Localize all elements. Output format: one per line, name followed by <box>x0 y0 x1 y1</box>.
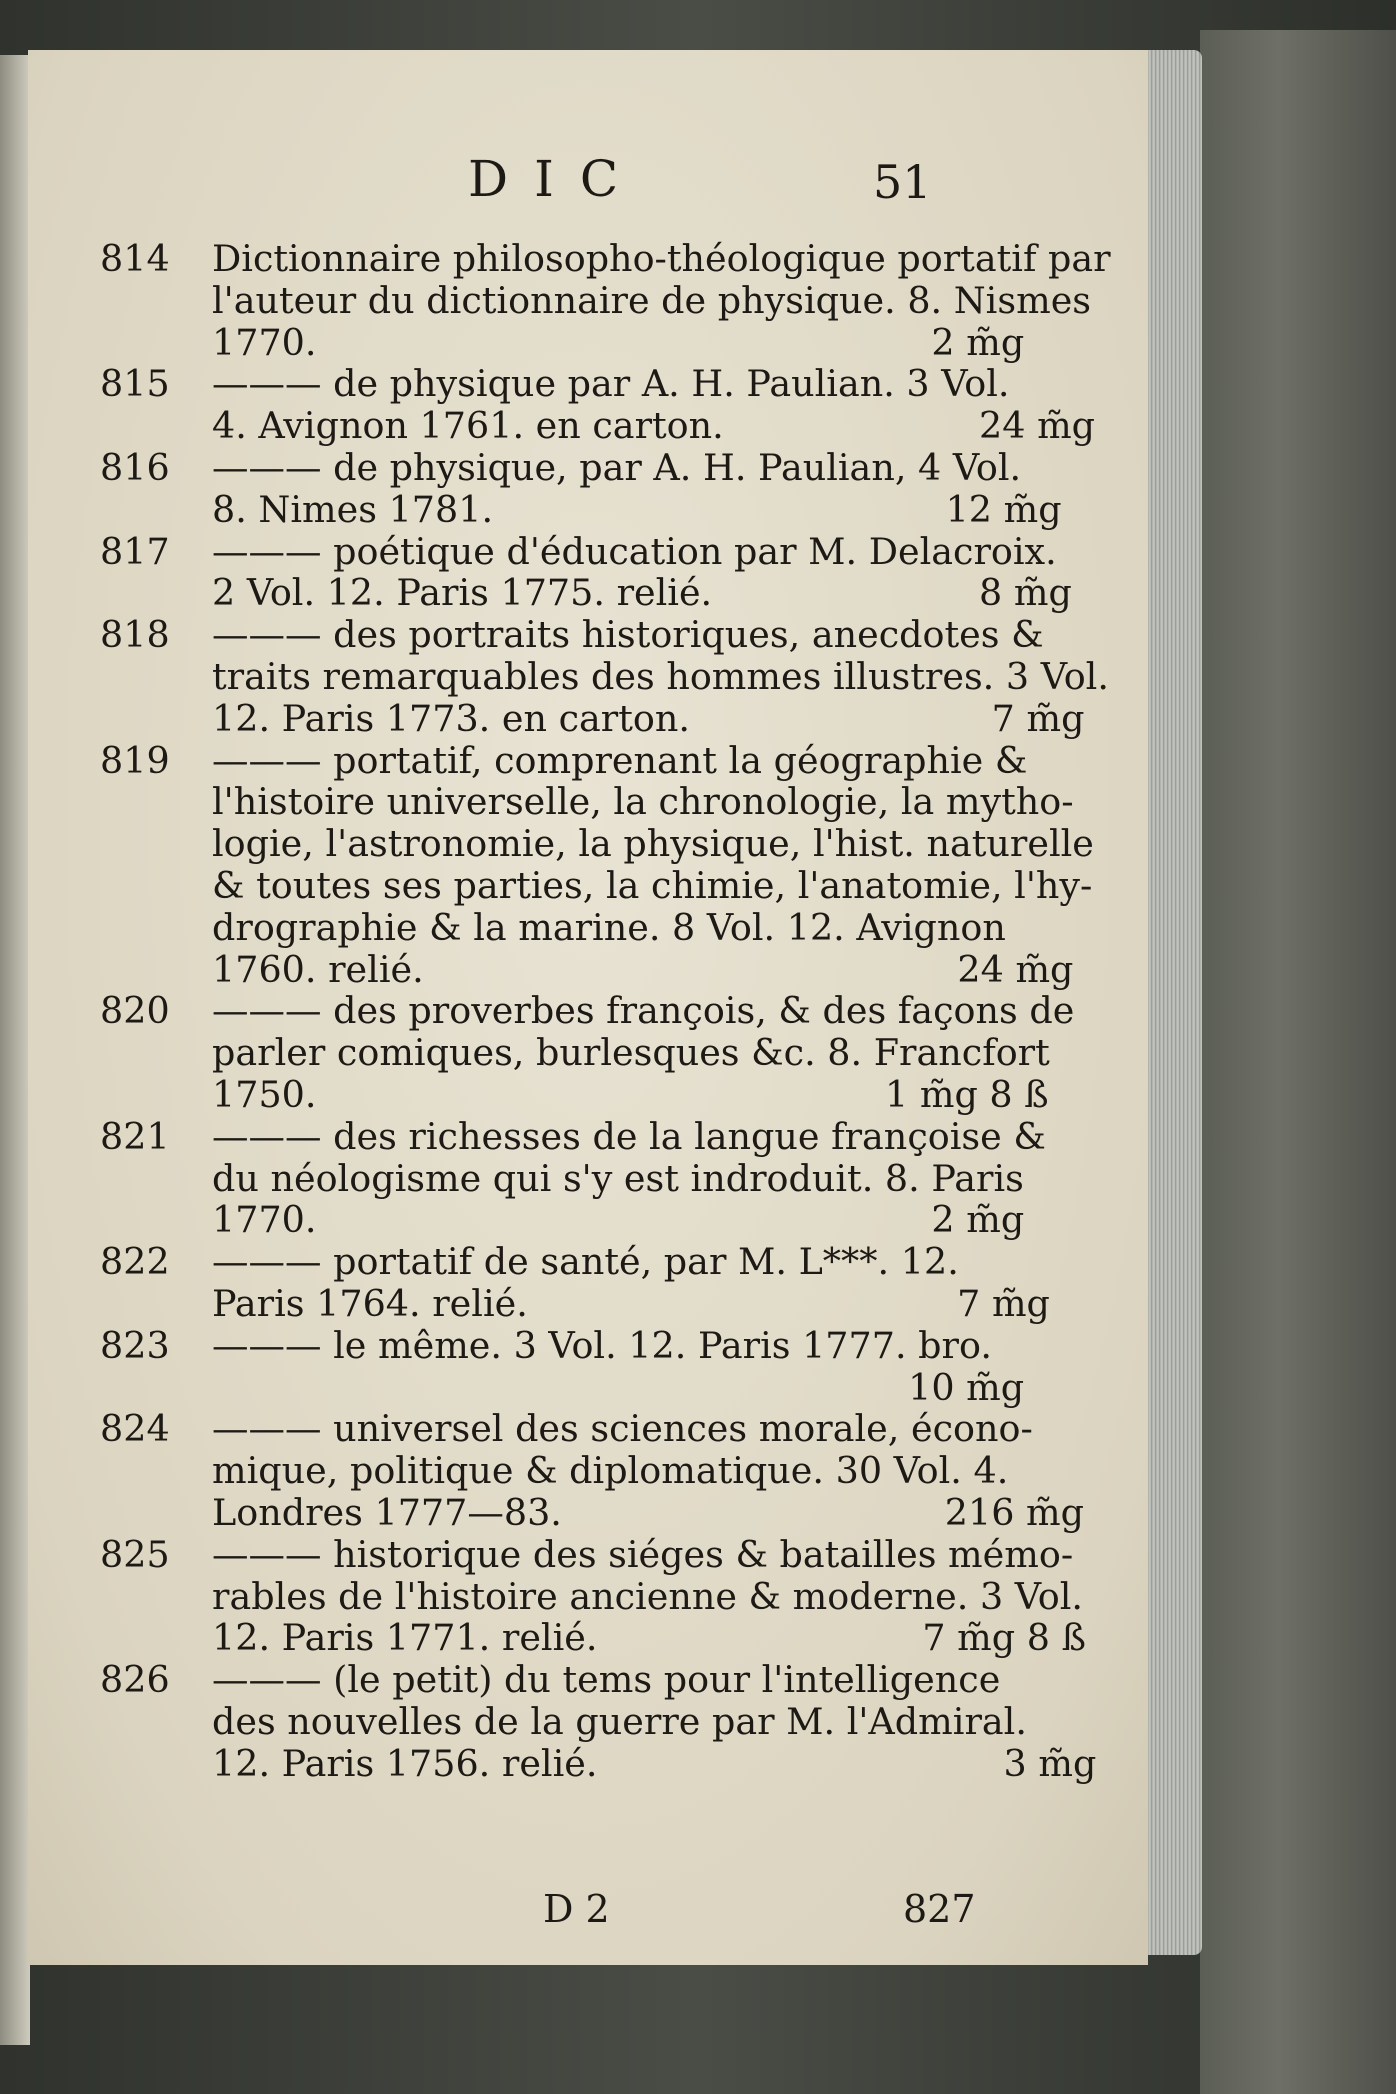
catalog-entry <box>100 237 1111 364</box>
entry-line: du néologisme qui s'y est indroduit. 8. Paris <box>212 1156 1024 1200</box>
catalog-entry <box>100 1658 1097 1785</box>
entry-line: 1750. 1 m̃g 8 ß <box>212 1072 1049 1116</box>
entry-line: ——— historique des siéges & batailles mémo- <box>212 1532 1074 1576</box>
entry-line: ——— de physique par A. H. Paulian. 3 Vol. <box>212 362 1010 406</box>
book-cover <box>1200 30 1396 2094</box>
catalog-entry <box>100 1114 1046 1242</box>
entry-line: 1760. relié. 24 m̃g <box>212 947 1074 991</box>
entry-line: ——— des proverbes françois, & des façons de <box>212 989 1075 1033</box>
entry-line: ——— poétique d'éducation par M. Delacroix. <box>212 529 1057 573</box>
entry-number: 818 <box>100 613 170 657</box>
catalog-entry <box>100 613 1109 740</box>
entry-line: 1770. 2 m̃g <box>212 1198 1025 1242</box>
entry-line: traits remarquables des hommes illustres. 3 Vol. <box>212 654 1109 698</box>
entry-line: l'histoire universelle, la chronologie, la mytho- <box>212 780 1074 824</box>
entry-line: ——— (le petit) du tems pour l'intelligence <box>212 1658 1001 1702</box>
page-block-edge <box>1140 50 1202 1955</box>
entry-line: parler comiques, burlesques &c. 8. Francfort <box>212 1031 1050 1075</box>
entry-number: 815 <box>100 362 170 406</box>
entry-line: 12. Paris 1773. en carton. 7 m̃g <box>212 696 1085 740</box>
entry-line: Paris 1764. relié. 7 m̃g <box>212 1281 1050 1325</box>
entry-number: 822 <box>100 1240 170 1284</box>
entry-number: 817 <box>100 529 170 573</box>
catalog-entry <box>100 989 1075 1116</box>
entry-line: des nouvelles de la guerre par M. l'Admiral. <box>212 1699 1027 1743</box>
entry-line: drographie & la marine. 8 Vol. 12. Avignon <box>212 905 1006 949</box>
catalog-entry <box>100 1240 1050 1325</box>
catchword: 827 <box>903 1887 976 1931</box>
entry-number: 826 <box>100 1658 170 1702</box>
catalog-entry <box>100 445 1062 531</box>
page-number: 51 <box>873 155 932 209</box>
entry-line: Dictionnaire philosopho-théologique portatif par <box>212 237 1111 280</box>
entry-number: 814 <box>100 237 170 280</box>
entry-line: 10 m̃g <box>212 1365 1025 1409</box>
entry-number: 816 <box>100 445 170 489</box>
entry-line: ——— portatif, comprenant la géographie & <box>212 738 1028 782</box>
catalog-page <box>28 50 1148 1965</box>
entry-line: ——— des portraits historiques, anecdotes & <box>212 613 1044 657</box>
catalog-entry <box>100 362 1096 448</box>
catalog-entry <box>100 529 1072 615</box>
entry-line: ——— portatif de santé, par M. L***. 12. <box>212 1240 959 1284</box>
entry-line: 1770. 2 m̃g <box>212 320 1025 364</box>
entry-line: 2 Vol. 12. Paris 1775. relié. 8 m̃g <box>212 571 1072 615</box>
entry-line: 12. Paris 1756. relié. 3 m̃g <box>212 1741 1097 1785</box>
entry-number: 820 <box>100 989 170 1033</box>
entry-number: 819 <box>100 738 170 782</box>
catalog-entry <box>100 738 1094 991</box>
entry-line: 12. Paris 1771. relié. 7 m̃g 8 ß <box>212 1616 1086 1660</box>
entry-number: 823 <box>100 1323 170 1367</box>
entry-line: l'auteur du dictionnaire de physique. 8. Nismes <box>212 278 1092 322</box>
running-header <box>28 150 1148 220</box>
header-title: DIC <box>468 150 645 208</box>
entry-number: 825 <box>100 1532 170 1576</box>
entry-list <box>100 237 1111 1785</box>
entry-line: ——— des richesses de la langue françoise & <box>212 1114 1046 1158</box>
catalog-entry <box>100 1323 1025 1409</box>
entry-line: logie, l'astronomie, la physique, l'hist. naturelle <box>212 822 1094 866</box>
entry-line: 8. Nimes 1781. 12 m̃g <box>212 487 1062 531</box>
signature-mark: D 2 <box>543 1887 610 1931</box>
entry-line: 4. Avignon 1761. en carton. 24 m̃g <box>212 404 1096 448</box>
entry-number: 821 <box>100 1114 170 1158</box>
facing-page-edge <box>0 55 30 2045</box>
entry-line: ——— le même. 3 Vol. 12. Paris 1777. bro. <box>212 1323 992 1367</box>
entry-line: rables de l'histoire ancienne & moderne. 3 Vol. <box>212 1574 1084 1618</box>
entry-line: ——— de physique, par A. H. Paulian, 4 Vol. <box>212 445 1022 489</box>
entry-line: & toutes ses parties, la chimie, l'anatomie, l'hy- <box>212 863 1093 907</box>
entry-number: 824 <box>100 1407 170 1451</box>
catalog-entry <box>100 1532 1086 1660</box>
entry-line: ——— universel des sciences morale, écono- <box>212 1407 1033 1451</box>
entry-line: Londres 1777—83. 216 m̃g <box>212 1490 1085 1534</box>
entry-line: mique, politique & diplomatique. 30 Vol. 4. <box>212 1449 1009 1493</box>
catalog-entry <box>100 1407 1085 1534</box>
